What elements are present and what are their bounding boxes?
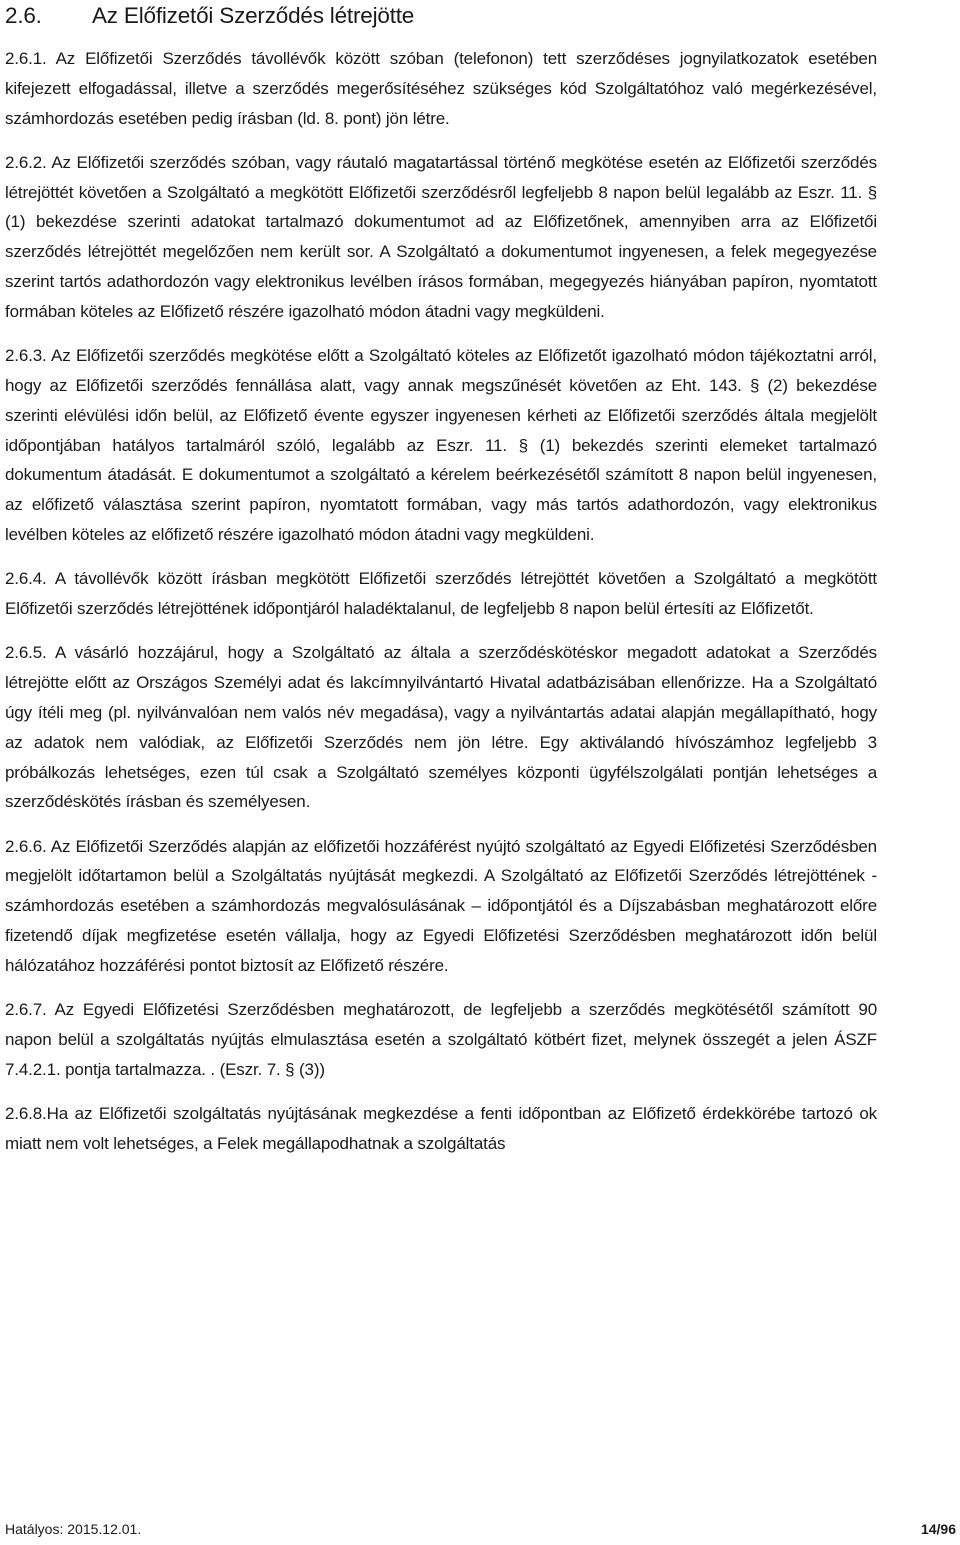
- paragraph-2-6-1: 2.6.1. Az Előfizetői Szerződés távollévők között szóban (telefonon) tett szerződéses jognyilatkozatok esetében kifejezett elfogadással, illetve a szerződés megerősítéséhez szükséges kód Szolgáltatóhoz való megérkezésével, számhordozás esetében pedig írásban (ld. 8. pont) jön létre.: [5, 49, 877, 128]
- paragraph-2-6-3: 2.6.3. Az Előfizetői szerződés megkötése előtt a Szolgáltató köteles az Előfizetőt igazolható módon tájékoztatni arról, hogy az Előfizetői szerződés fennállása alatt, vagy annak megszűnését követően az Eht. 143. § (2) bekezdése szerinti elévülési időn belül, az Előfizető évente egyszer ingyenesen kérheti az Előfizetői szerződés általa megjelölt időpontjában hatályos tartalmáról szóló, legalább az Eszr. 11. § (1) bekezdés szerinti elemeket tartalmazó dokumentum átadását. E dokumentumot a szolgáltató a kérelem beérkezésétől számított 8 napon belül ingyenesen, az előfizető választása szerint papíron, nyomtatott formában, vagy más tartós adathordozón, vagy elektronikus levélben köteles az előfizető részére igazolható módon átadni vagy megküldeni.: [5, 346, 877, 544]
- paragraph-2-6-7: 2.6.7. Az Egyedi Előfizetési Szerződésben meghatározott, de legfeljebb a szerződés megkötésétől számított 90 napon belül a szolgáltatás nyújtás elmulasztása esetén a szolgáltató kötbért fizet, melynek összegét a jelen ÁSZF 7.4.2.1. pontja tartalmazza. . (Eszr. 7. § (3)): [5, 1000, 877, 1079]
- section-body: [5, 44, 877, 1173]
- paragraph-2-6-4: 2.6.4. A távollévők között írásban megkötött Előfizetői szerződés létrejöttét követően a Szolgáltató a megkötött Előfizetői szerződés létrejöttének időpontjáról haladéktalanul, de legfeljebb 8 napon belül értesíti az Előfizetőt.: [5, 569, 877, 619]
- section-title: Az Előfizetői Szerződés létrejötte: [92, 3, 415, 28]
- footer-page-number: 14/96: [920, 1521, 956, 1537]
- paragraph-2-6-6: 2.6.6. Az Előfizetői Szerződés alapján az előfizetői hozzáférést nyújtó szolgáltató az Egyedi Előfizetési Szerződésben megjelölt időtartamon belül a Szolgáltatás nyújtását megkezdi. A Szolgáltató az Előfizetői Szerződés létrejöttének - számhordozás esetében a számhordozás megvalósulásának – időpontjától és a Díjszabásban meghatározott előre fizetendő díjak megfizetése esetén vállalja, hogy az Egyedi Előfizetési Szerződésben meghatározott időn belül hálózatához hozzáférési pontot biztosít az Előfizető részére.: [5, 836, 877, 975]
- paragraph-2-6-8: 2.6.8.Ha az Előfizetői szolgáltatás nyújtásának megkezdése a fenti időpontban az Előfizető érdekkörébe tartozó ok miatt nem volt lehetséges, a Felek megállapodhatnak a szolgáltatás: [5, 1104, 877, 1153]
- paragraph-2-6-5: 2.6.5. A vásárló hozzájárul, hogy a Szolgáltató az általa a szerződéskötéskor megadott adatokat a Szerződés létrejötte előtt az Országos Személyi adat és lakcímnyilvántartó Hivatal adatbázisában ellenőrizze. Ha a Szolgáltató úgy ítéli meg (pl. nyilvánvalóan nem valós név megadása), vagy a nyilvántartás adatai alapján megállapítható, hogy az adatok nem valódiak, az Előfizetői Szerződés nem jön létre. Egy aktiválandó hívószámhoz legfeljebb 3 próbálkozás lehetséges, ezen túl csak a Szolgáltató személyes központi ügyfélszolgálati pontján lehetséges a szerződéskötés írásban és személyesen.: [5, 643, 877, 812]
- section-heading: [5, 2, 414, 30]
- footer-effective-date: Hatályos: 2015.12.01.: [5, 1521, 142, 1537]
- section-number: 2.6.: [5, 3, 42, 28]
- paragraph-2-6-2: 2.6.2. Az Előfizetői szerződés szóban, vagy ráutaló magatartással történő megkötése esetén az Előfizetői szerződés létrejöttét követően a Szolgáltató a megkötött Előfizetői szerződésről legfeljebb 8 napon belül legalább az Eszr. 11. § (1) bekezdése szerinti adatokat tartalmazó dokumentumot ad az Előfizetőnek, amennyiben arra az Előfizetői szerződés létrejöttét megelőzően nem került sor. A Szolgáltató a dokumentumot ingyenesen, a felek megegyezése szerint tartós adathordozón vagy elektronikus levélben írásos formában, megegyezés hiányában papíron, nyomtatott formában köteles az Előfizető részére igazolható módon átadni vagy megküldeni.: [5, 152, 877, 321]
